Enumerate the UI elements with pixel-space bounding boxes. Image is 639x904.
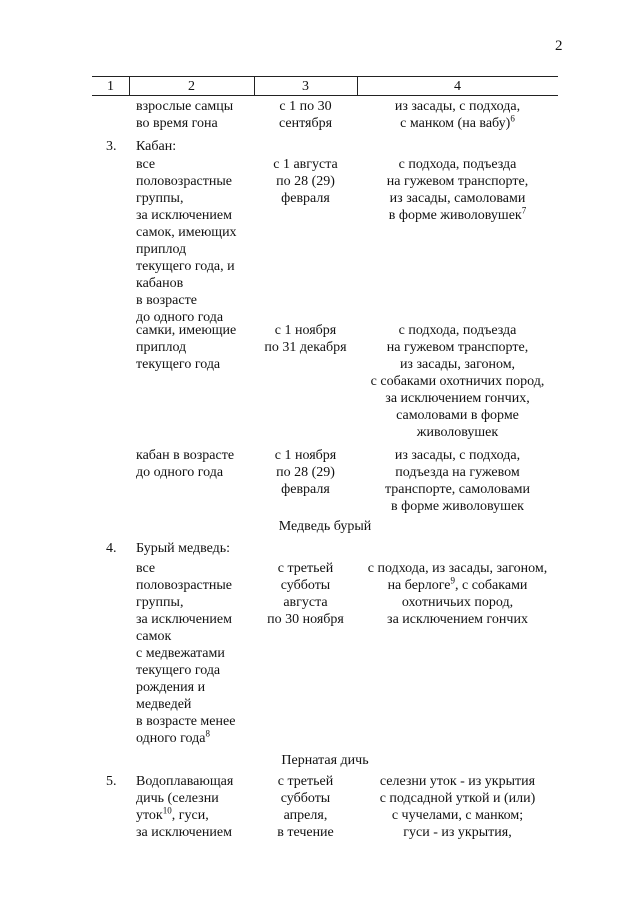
row3c-method: из засады, с подхода, подъезда на гужевом транспорте, самоловами в форме живоловушек xyxy=(384,448,531,514)
footnote-ref: 7 xyxy=(521,205,527,216)
row4a-category-lines: все половозрастные группы, за исключением самок с медвежатами текущего года рождения и медведей в возрасте менее xyxy=(136,561,236,729)
row3a-method-text: в форме живоловушек xyxy=(388,208,522,223)
row0-method-line2 xyxy=(357,115,558,132)
row3a-period: с 1 августа по 28 (29) февраля xyxy=(273,157,338,206)
row5-number: 5. xyxy=(106,774,117,789)
footnote-ref: 6 xyxy=(510,113,515,124)
page-number: 2 xyxy=(555,38,563,54)
row4a-category xyxy=(136,560,235,747)
row0-method-text: с манком (на вабу) xyxy=(400,116,511,131)
footnote-ref: 8 xyxy=(205,728,210,739)
header-col-2: 2 xyxy=(188,79,195,94)
header-col-1: 1 xyxy=(107,79,114,94)
row0-method-line1: из засады, с подхода, xyxy=(394,99,521,114)
row3b-method: с подхода, подъезда на гужевом транспорте, из засады, загоном, с собаками охотничих пород, за исключением гончих, самоловами в форме живоловушек xyxy=(370,323,545,440)
row4a-method-text-a: на берлоге xyxy=(387,578,451,593)
row5-category-last: за исключением xyxy=(136,825,232,840)
row3a-method-lines: с подхода, подъезда на гужевом транспорте, из засады, самоловами xyxy=(386,157,529,206)
header-col-3: 3 xyxy=(302,79,309,94)
row5-category xyxy=(136,773,233,841)
row5-method: селезни уток - из укрытия с подсадной уткой и (или) с чучелами, с манком; гуси - из укрытия, xyxy=(379,774,536,840)
row4a-period: с третьей субботы августа по 30 ноября xyxy=(267,561,344,627)
footnote-ref: 10 xyxy=(162,805,172,816)
row3b-period: с 1 ноября по 31 декабря xyxy=(264,323,347,355)
row4a-category-text: одного года xyxy=(136,731,206,746)
row4-number: 4. xyxy=(106,541,117,556)
row4a-method-text-b: , с собаками xyxy=(455,578,528,593)
row5-category-text-b: , гуси, xyxy=(171,808,209,823)
row5-period: с третьей субботы апреля, в течение xyxy=(277,774,334,840)
header-bottom-border xyxy=(92,95,558,96)
section-heading-bear: Медведь бурый xyxy=(278,519,372,534)
row4a-method xyxy=(352,560,563,628)
row3c-category: кабан в возрасте до одного года xyxy=(136,448,235,480)
row3-number: 3. xyxy=(106,139,117,154)
table-top-border xyxy=(92,76,558,77)
row3-title: Кабан: xyxy=(136,139,177,154)
row5-category-lines: Водоплавающая дичь (селезни xyxy=(136,774,234,806)
row0-category: взрослые самцы во время гона xyxy=(136,99,234,131)
row4-title: Бурый медведь: xyxy=(136,541,231,556)
row5-category-text-a: уток xyxy=(136,808,163,823)
row5-category-mid xyxy=(136,807,233,824)
section-heading-birds: Пернатая дичь xyxy=(281,753,369,768)
header-col-4: 4 xyxy=(454,79,461,94)
row4a-method-lines: охотничьих пород, за исключением гончих xyxy=(387,595,528,627)
row0-method xyxy=(357,98,558,132)
footnote-ref: 9 xyxy=(450,575,455,586)
row3a-method-last xyxy=(357,207,558,224)
row3a-method xyxy=(357,156,558,224)
row4a-category-last xyxy=(136,730,235,747)
row3b-category: самки, имеющие приплод текущего года xyxy=(136,323,237,372)
row3c-period: с 1 ноября по 28 (29) февраля xyxy=(274,448,337,497)
row4a-method-line2 xyxy=(352,577,563,594)
row0-period: с 1 по 30 сентября xyxy=(278,99,333,131)
row3a-category: все половозрастные группы, за исключением самок, имеющих приплод текущего года, и кабанов в возрасте до одного года xyxy=(136,157,237,325)
row4a-method-line1: с подхода, из засады, загоном, xyxy=(367,561,548,576)
